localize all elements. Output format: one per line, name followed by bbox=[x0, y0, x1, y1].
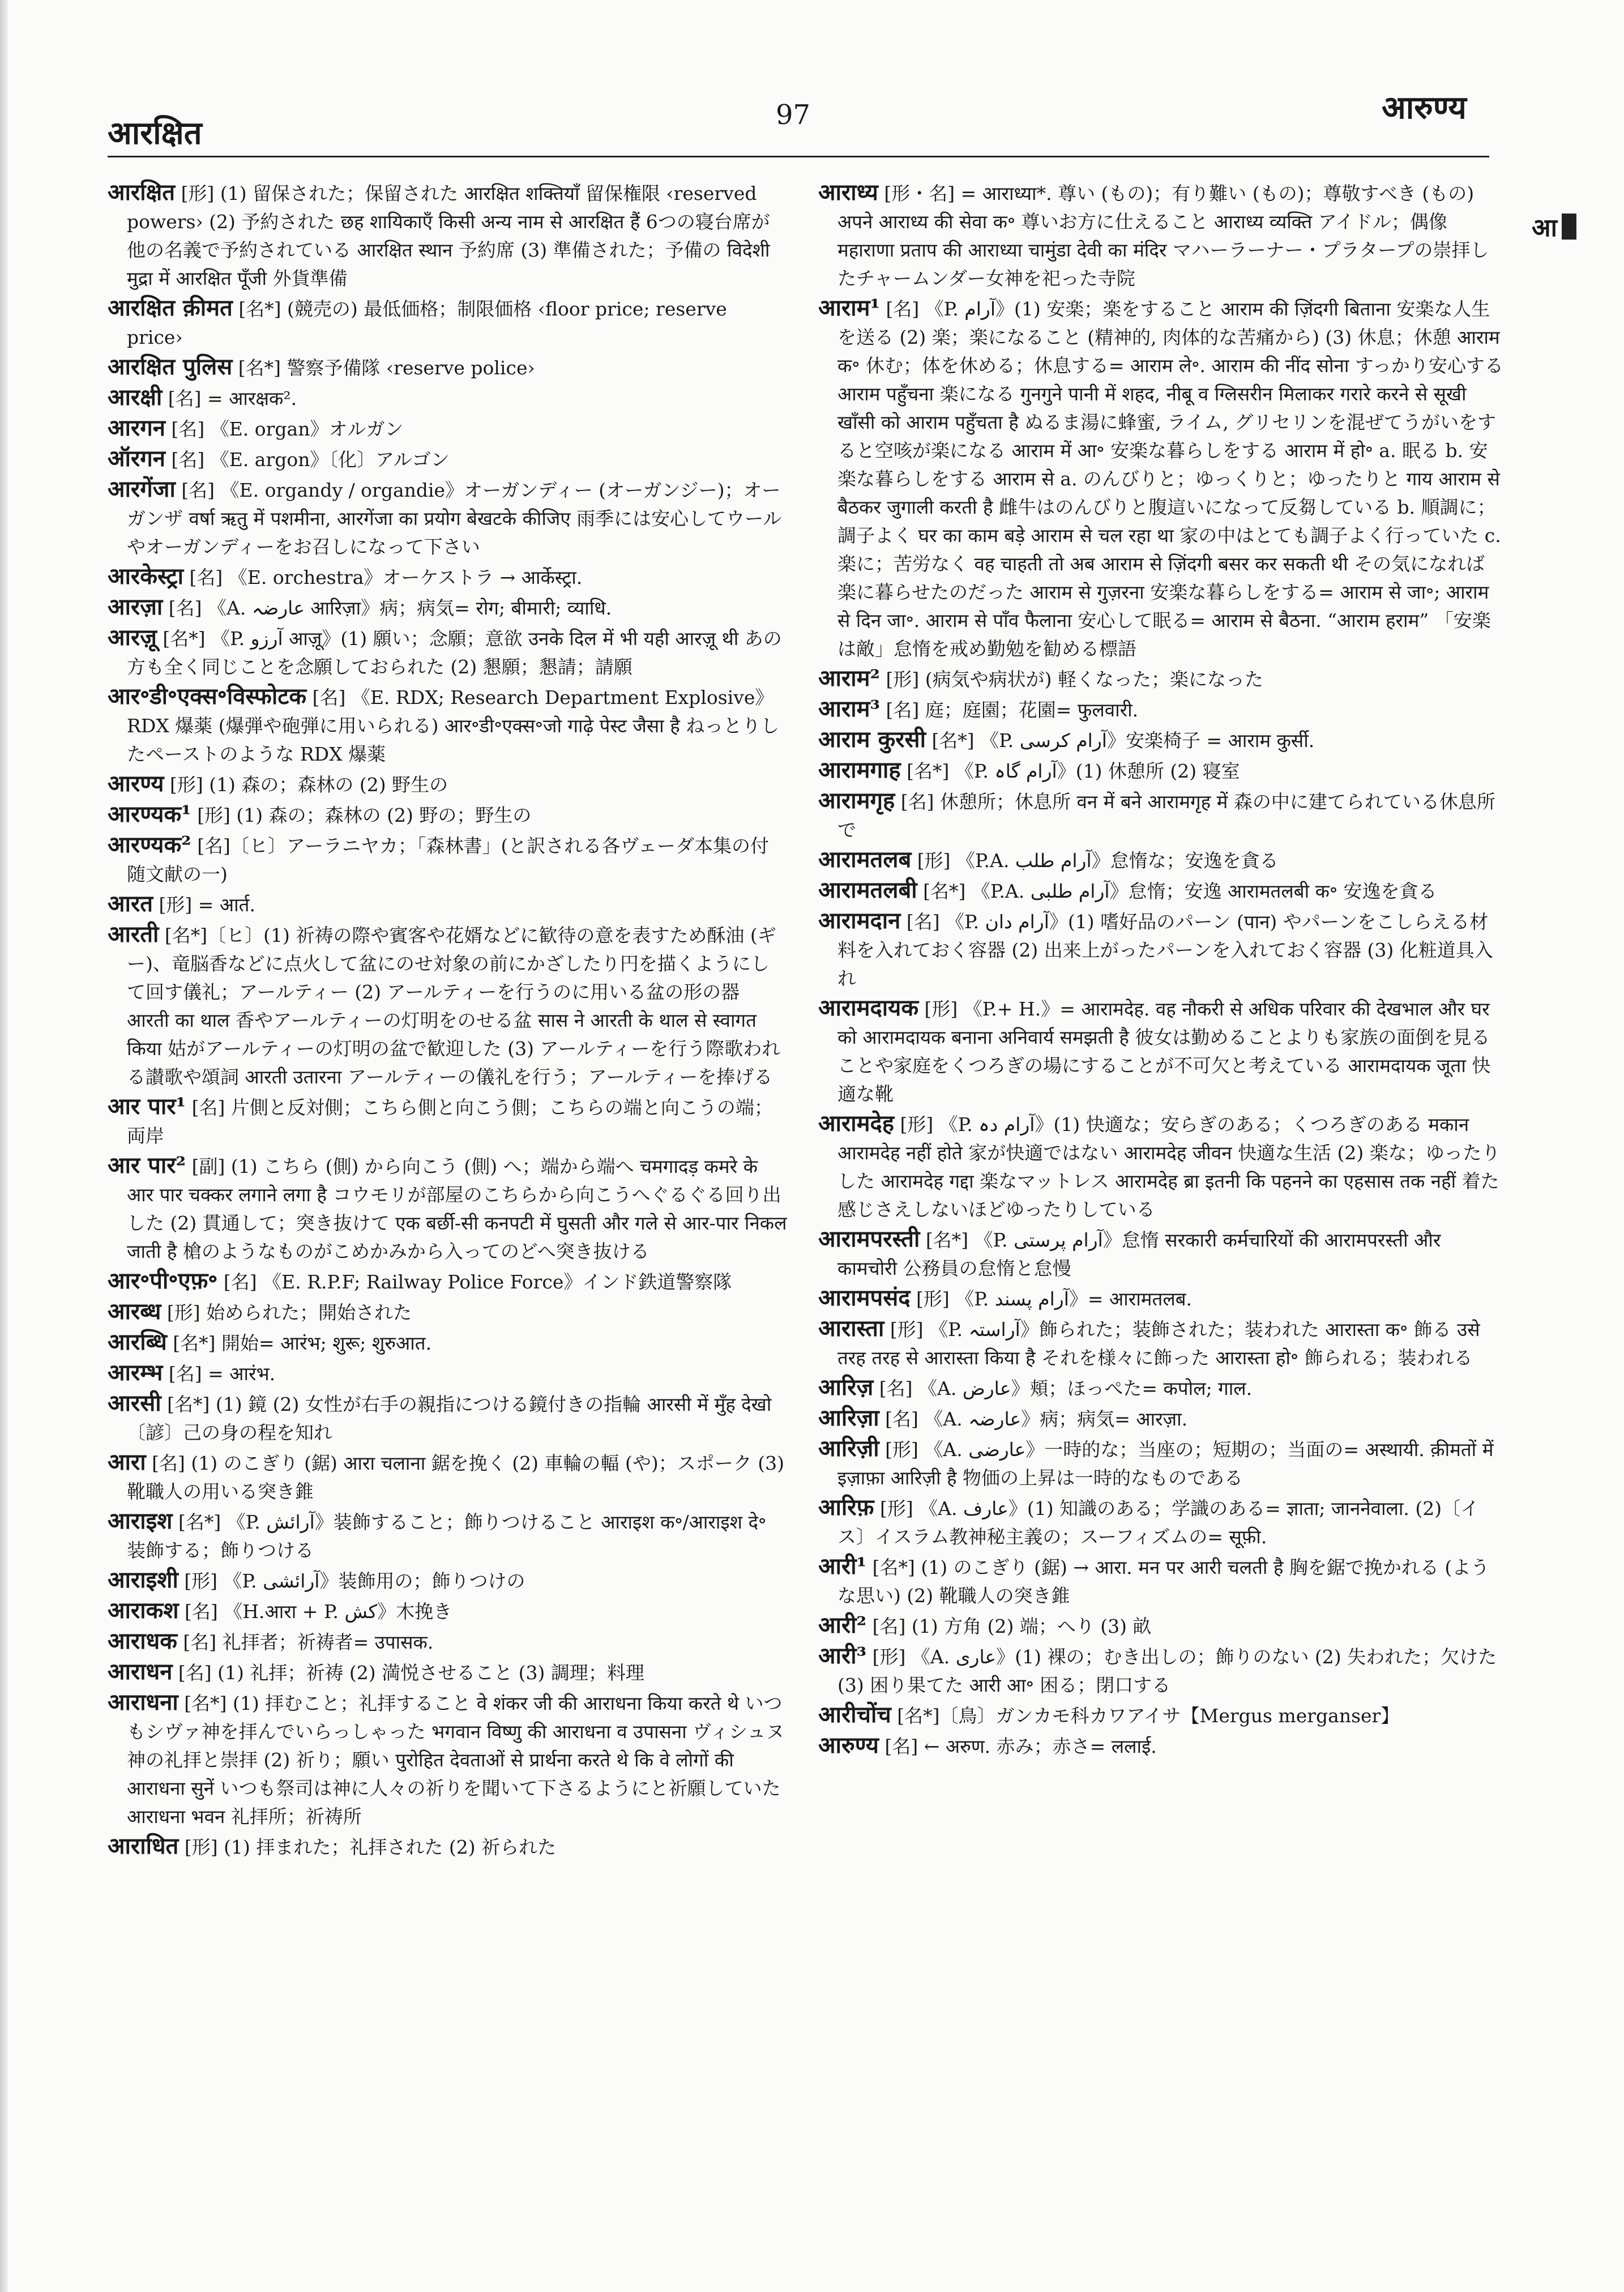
entry-definition: [名*] (1) のこぎり (鋸) → आरा. मन पर आरी चलती है 胸を鋸で挽かれる (ような思い) (2) 靴職人の突き錐 bbox=[837, 1556, 1490, 1607]
entry-headword: आरण्यक¹ bbox=[108, 801, 191, 827]
entry-headword: आरी² bbox=[818, 1612, 867, 1638]
entry-definition: [名*] 開始= आरंभ; शुरू; शुरुआत. bbox=[173, 1332, 432, 1354]
entry-definition: [名] 《P. آرام دان》(1) 嗜好品のパーン (पान) やパーンをこしらえる材料を入れておく容器 (2) 出来上がったパーンを入れておく容器 (3) 化粧道具入れ bbox=[837, 911, 1493, 989]
dictionary-entry bbox=[818, 1435, 1503, 1492]
entry-definition: [名*] (1) 鏡 (2) 女性が右手の親指につける鏡付きの指輪 आरसी में मुँह देखो〔諺〕己の身の程を知れ bbox=[127, 1393, 772, 1444]
entry-headword: आर॰पी॰एफ़॰ bbox=[108, 1267, 218, 1294]
entry-headword: आरास्ता bbox=[818, 1315, 884, 1342]
entry-headword: आर॰डी॰एक्स॰विस्फोटक bbox=[108, 683, 307, 710]
dictionary-entry bbox=[818, 695, 1503, 724]
dictionary-entry bbox=[818, 664, 1503, 694]
entry-headword: आराम² bbox=[818, 665, 881, 692]
entry-definition: [形] 《P.+ H.》= आरामदेह. वह नौकरी से अधिक परिवार की देखभाल और घर को आरामदायक बनाना अनिवार्य समझती है 彼女は勤めることよりも家族の面倒を見ることや家庭をくつろぎの場にすることが不可欠と考えている आरामदायक जूता 快適な靴 bbox=[837, 998, 1491, 1105]
entry-definition: [形・名] = आराध्या*. 尊い (もの)；有り難い (もの)；尊敬すべき (もの) अपने आराध्य की सेवा क॰ 尊いお方に仕えること आराध्य व्यक्ति アイドル；偶像 महाराणा प्रताप की आराध्या चामुंडा देवी का मंदिर マハーラーナー・プラタープの崇拝したチャームンダー女神を祀った寺院 bbox=[837, 182, 1489, 289]
entry-definition: [名*]〔鳥〕ガンカモ科カワアイサ【Mergus merganser】 bbox=[897, 1705, 1400, 1727]
dictionary-entry bbox=[108, 890, 787, 919]
page-number: 97 bbox=[776, 99, 811, 131]
dictionary-entry bbox=[108, 475, 787, 561]
entry-definition: [名*] 《P. آرام پرستی》怠惰 सरकारी कर्मचारियों की आरामपरस्ती और कामचोरी 公務員の怠惰と怠慢 bbox=[837, 1229, 1441, 1279]
entry-headword: आराकश bbox=[108, 1597, 179, 1624]
dictionary-entry bbox=[818, 1225, 1503, 1283]
dictionary-entry bbox=[108, 1297, 787, 1327]
entry-headword: आरक्षित bbox=[108, 179, 176, 206]
entry-headword: आरक्षित क़ीमत bbox=[108, 294, 233, 321]
dictionary-entry bbox=[818, 907, 1503, 993]
dictionary-entry bbox=[108, 1092, 787, 1150]
entry-definition: [名*] (競売の) 最低価格；制限価格 ‹floor price; reserve price› bbox=[127, 298, 727, 348]
entry-definition: [名] (1) 方角 (2) 端；へり (3) 畝 bbox=[872, 1615, 1152, 1637]
dictionary-entry bbox=[818, 1731, 1503, 1761]
dictionary-entry bbox=[108, 562, 787, 592]
entry-definition: [名] = आरंभ. bbox=[168, 1363, 276, 1385]
thumb-index-letter: आ bbox=[1532, 214, 1557, 242]
entry-definition: [名] 《A. عارضہ आरिज़ा》病；病気= रोग; बीमारी; व्याधि. bbox=[168, 597, 612, 619]
thumb-index-tab bbox=[1532, 210, 1576, 244]
dictionary-entry bbox=[818, 1109, 1503, 1224]
entry-definition: [形] 《P. آرام دہ》(1) 快適な；安らぎのある；くつろぎのある मकान आरामदेह नहीं होते 家が快適ではない आरामदेह जीवन 快適な生活 (2) 楽な；ゆったりした आरामदेह गद्दा 楽なマットレス आरामदेह ब्रा इतनी कि पहनने का एहसास तक नहीं 着た感じさえしないほどゆったりしている bbox=[837, 1113, 1501, 1220]
entry-definition: [名] 休憩所；休息所 वन में बने आरामगृह में 森の中に建てられている休息所で bbox=[837, 791, 1495, 841]
dictionary-entry bbox=[108, 1448, 787, 1506]
entry-headword: आरगेंजा bbox=[108, 476, 176, 502]
entry-headword: आरुण्य bbox=[818, 1732, 879, 1759]
entry-headword: आराधन bbox=[108, 1658, 173, 1685]
entry-headword: आरी¹ bbox=[818, 1553, 867, 1580]
entry-definition: [名] (1) 礼拝；祈祷 (2) 満悦させること (3) 調理；料理 bbox=[178, 1662, 644, 1684]
entry-headword: आरब्धि bbox=[108, 1329, 167, 1355]
entry-headword: आरसी bbox=[108, 1390, 161, 1416]
header-rule bbox=[108, 156, 1489, 157]
entry-headword: आराम कुरसी bbox=[818, 726, 926, 753]
entry-headword: आरगन bbox=[108, 415, 165, 441]
right-column bbox=[818, 178, 1503, 2263]
entry-headword: आरामदेह bbox=[818, 1110, 894, 1137]
entry-headword: आरिज़ी bbox=[818, 1435, 879, 1462]
entry-headword: आरा bbox=[108, 1449, 146, 1475]
entry-definition: [形] = आर्त. bbox=[159, 894, 255, 916]
entry-definition: [形] 《P. آراستہ》飾られた；装飾された；装われた आरास्ता क॰ 飾る उसे तरह तरह से आरास्ता किया है それを様々に飾った आरास्ता हो॰ 飾られる；装われる bbox=[837, 1318, 1480, 1369]
entry-headword: आराधक bbox=[108, 1628, 177, 1654]
left-column bbox=[108, 178, 787, 2263]
dictionary-entry bbox=[108, 383, 787, 413]
dictionary-entry bbox=[108, 1566, 787, 1595]
running-head-left: आरक्षित bbox=[108, 114, 202, 152]
entry-definition: [形] 《A. عارف》(1) 知識のある；学識のある= ज्ञाता; जाननेवाला. (2)〔イス〕イスラム教神秘主義の；スーフィズムの= सूफ़ी. bbox=[837, 1497, 1480, 1548]
dictionary-entry bbox=[108, 800, 787, 830]
entry-definition: [名*] 警察予備隊 ‹reserve police› bbox=[238, 357, 535, 379]
entry-headword: आरण्यक² bbox=[108, 831, 191, 858]
entry-definition: [名*] 《P. آرام گاہ》(1) 休憩所 (2) 寝室 bbox=[907, 760, 1240, 782]
dictionary-entry bbox=[818, 1373, 1503, 1403]
entry-headword: आरीचोंच bbox=[818, 1701, 891, 1728]
dictionary-entry bbox=[108, 1658, 787, 1687]
entry-headword: आराध्य bbox=[818, 179, 878, 206]
dictionary-entry bbox=[108, 624, 787, 681]
dictionary-entry bbox=[108, 414, 787, 443]
entry-headword: आरामदान bbox=[818, 907, 901, 934]
thumb-index-marker bbox=[1562, 214, 1576, 240]
entry-definition: [名*] 《P. آرزو आज़ू》(1) 願い；念願；意欲 उनके दिल में भी यही आरज़ू थी あの方も全く同じことを念願しておられた (2) 懇願；懇請；請願 bbox=[127, 628, 782, 678]
entry-headword: आरक्षी bbox=[108, 384, 163, 411]
entry-definition: [名] (1) のこぎり (鋸) आरा चलाना 鋸を挽く (2) 車輪の輻 (や)；スポーク (3) 靴職人の用いる突き錐 bbox=[127, 1452, 784, 1503]
entry-definition: [形] 《P. آرام پسند》= आरामतलब. bbox=[916, 1288, 1193, 1310]
entry-headword: आरती bbox=[108, 921, 159, 947]
scan-edge bbox=[0, 0, 8, 2292]
dictionary-entry bbox=[108, 920, 787, 1091]
dictionary-entry bbox=[818, 1552, 1503, 1610]
entry-headword: आरामतलबी bbox=[818, 877, 917, 903]
entry-headword: आरकेस्ट्रा bbox=[108, 563, 184, 590]
entry-headword: आरामपरस्ती bbox=[818, 1226, 920, 1252]
entry-definition: [名] 《A. عارضہ》病；病気= आरज़ा. bbox=[885, 1408, 1188, 1430]
entry-definition: [名] 《E. organdy / organdie》オーガンディー (オーガンジー)；オーガンザ वर्षा ऋतु में पशमीना, आरगेंजा का प्रयोग बेखटके कीजिए 雨季には安心してウールやオーガンディーをお召しになって下さい bbox=[127, 479, 782, 558]
entry-definition: [形] (1) 森の；森林の (2) 野生の bbox=[169, 774, 448, 796]
entry-headword: आरामगृह bbox=[818, 787, 895, 814]
entry-headword: आराम³ bbox=[818, 695, 881, 722]
entry-definition: [名] = आरक्षक². bbox=[168, 387, 297, 409]
entry-definition: [形] (1) 留保された；保留された आरक्षित शक्तियाँ 留保権限 ‹reserved powers› (2) 予約された छह शायिकाएँ किसी अन्य नाम से आरक्षित हैं 6つの寝台席が他の名義で予約されている आरक्षित स्थान 予約席 (3) 準備された；予備の विदेशी मुद्रा में आरक्षित पूँजी 外貨準備 bbox=[127, 182, 770, 289]
entry-definition: [形] 《P.A. آرام طلب》怠惰な；安逸を貪る bbox=[917, 850, 1279, 872]
dictionary-entry bbox=[108, 1627, 787, 1657]
entry-headword: आराधना bbox=[108, 1689, 178, 1715]
entry-headword: आरक्षित पुलिस bbox=[108, 353, 233, 380]
dictionary-entry bbox=[818, 725, 1503, 755]
entry-headword: आराम¹ bbox=[818, 294, 881, 321]
entry-definition: [名] 《E. organ》オルガン bbox=[171, 418, 404, 440]
entry-definition: [形] 《A. عاری》(1) 裸の；むき出しの；飾りのない (2) 失われた；欠けた (3) 困り果てた आरी आ॰ 困る；閉口する bbox=[837, 1646, 1497, 1696]
dictionary-entry bbox=[818, 994, 1503, 1108]
entry-headword: आरिफ़ bbox=[818, 1494, 874, 1521]
dictionary-entry bbox=[818, 1642, 1503, 1700]
entry-definition: [形] 始められた；開始された bbox=[166, 1301, 412, 1324]
dictionary-entry bbox=[108, 831, 787, 889]
entry-definition: [名]〔ヒ〕アーラニヤカ；「森林書」(と訳される各ヴェーダ本集の付随文献の一) bbox=[127, 835, 770, 885]
dictionary-entry bbox=[108, 770, 787, 799]
entry-definition: [形] (病気や病状が) 軽くなった；楽になった bbox=[886, 668, 1264, 690]
entry-definition: [副] (1) こちら (側) から向こう (側) へ；端から端へ चमगादड़ कमरे के आर पार चक्कर लगाने लगा है コウモリが部屋のこちらから向こうへぐるぐる回り出した (2) 貫通して；突き抜けて एक बर्छी-सी कनपटी में घुसती और गले से आर-पार निकल जाती है 槍のようなものがこめかみから入ってのどへ突き抜ける bbox=[127, 1155, 787, 1262]
dictionary-entry bbox=[818, 1493, 1503, 1551]
entry-definition: [名] 《E. argon》〔化〕アルゴン bbox=[171, 449, 450, 471]
entry-headword: आरज़ा bbox=[108, 594, 163, 620]
entry-headword: आरब्ध bbox=[108, 1298, 161, 1325]
dictionary-entry bbox=[108, 1151, 787, 1266]
running-head-right: आरुण्य bbox=[1382, 89, 1467, 126]
entry-definition: [名] 《E. RDX; Research Department Explosive》RDX 爆薬 (爆弾や砲弾に用いられる) आर॰डी॰एक्स॰जो गाढ़े पेस्ट जैसा है ねっとりしたペーストのような RDX 爆薬 bbox=[127, 686, 780, 765]
dictionary-entry bbox=[108, 593, 787, 622]
dictionary-entry bbox=[108, 353, 787, 382]
entry-headword: आराधित bbox=[108, 1833, 179, 1859]
entry-definition: [形] 《P. آرائشی》装飾用の；飾りつけの bbox=[184, 1570, 525, 1592]
entry-headword: आराइश bbox=[108, 1508, 173, 1534]
dictionary-entry bbox=[108, 294, 787, 352]
entry-headword: आरण्य bbox=[108, 770, 164, 797]
dictionary-entry bbox=[818, 787, 1503, 844]
entry-definition: [名] 《E. orchestra》オーケストラ → आर्केस्ट्रा. bbox=[189, 566, 583, 588]
entry-headword: आर पार¹ bbox=[108, 1093, 186, 1120]
entry-definition: [名] 《E. R.P.F; Railway Police Force》インド鉄道警察隊 bbox=[223, 1271, 732, 1293]
entry-definition: [名*]〔ヒ〕(1) 祈祷の際や賓客や花婿などに歓待の意を表すため酥油 (ギー)、竜脳香などに点火して盆にのせ対象の前にかざしたり円を描くようにして回す儀礼；アールティー (2) アールティーを行うのに用いる盆の形の器 आरती का थाल 香やアールティーの灯明をのせる盆 सास ने आरती के थाल से स्वागत किया 姑がアールティーの灯明の盆で歓迎した (3) アールティーを行う際歌われる讃歌や頌詞 आरती उतारना アールティーの儀礼を行う；アールティーを捧げる bbox=[127, 924, 781, 1088]
dictionary-entry bbox=[818, 1404, 1503, 1433]
entry-headword: ऑरगन bbox=[108, 445, 165, 472]
entry-definition: [形] 《A. عارضی》一時的な；当座の；短期の；当面の= अस्थायी. क़ीमतों में इज़ाफ़ा आरिज़ी है 物価の上昇は一時的なものである bbox=[837, 1439, 1494, 1489]
entry-definition: [名*] 《P.A. آرام طلبی》怠惰；安逸 आरामतलबी क॰ 安逸を貪る bbox=[923, 880, 1437, 902]
dictionary-entry bbox=[818, 1611, 1503, 1641]
entry-headword: आरामतलब bbox=[818, 846, 912, 873]
entry-headword: आरत bbox=[108, 890, 153, 917]
entry-definition: [名] 《A. عارض》頬；ほっぺた= कपोल; गाल. bbox=[879, 1377, 1253, 1399]
entry-definition: [形] (1) 森の；森林の (2) 野の；野生の bbox=[197, 804, 532, 826]
entry-definition: [名] 《P. آرام》(1) 安楽；楽をすること आराम की ज़िंदगी बिताना 安楽な人生を送る (2) 楽；楽になること (精神的, 肉体的な苦痛から) (3) 休息；休憩 आराम क॰ 休む；体を休める；休息する= आराम ले॰. आराम की नींद सोना すっかり安心する आराम पहुँचना 楽になる गुनगुने पानी में शहद, नीबू व ग्लिसरीन मिलाकर गरारे करने से सूखी खाँसी को आराम पहुँचता है ぬるま湯に蜂蜜, ライム, グリセリンを混ぜてうがいをすると空咳が楽になる आराम में आ॰ 安楽な暮らしをする आराम में हो॰ a. 眠る b. 安楽な暮らしをする आराम से a. のんびりと；ゆっくりと；ゆったりと गाय आराम से बैठकर जुगाली करती है 雌牛はのんびりと腹這いになって反芻している b. 順調に；調子よく घर का काम बड़े आराम से चल रहा था 家の中はとても調子よく行っていた c. 楽に；苦労なく वह चाहती तो अब आराम से ज़िंदगी बसर कर सकती थी その気になれば楽に暮らせたのだった आराम से गुज़रना 安楽な暮らしをする= आराम से जा॰; आराम से दिन जा॰. आराम से पाँव फैलाना 安心して眠る= आराम से बैठना. “आराम हराम” 「安楽は敵」怠惰を戒め勤勉を勧める標語 bbox=[837, 298, 1503, 660]
dictionary-entry bbox=[108, 1507, 787, 1565]
dictionary-entry bbox=[108, 682, 787, 769]
entry-definition: [名] 礼拝者；祈祷者= उपासक. bbox=[183, 1631, 434, 1653]
entry-headword: आरिज़ bbox=[818, 1374, 874, 1401]
dictionary-entry bbox=[108, 1267, 787, 1296]
entry-headword: आरम्भ bbox=[108, 1359, 163, 1386]
entry-definition: [名*] (1) 拝むこと；礼拝すること वे शंकर जी की आराधना किया करते थे いつもシヴァ神を拝んでいらっしゃった भगवान विष्णु की आराधना व उपासना ヴィシュヌ神の礼拝と崇拝 (2) 祈り；願い पुरोहित देवताओं से प्रार्थना करते थे कि वे लोगों की आराधना सुनें いつも祭司は神に人々の祈りを聞いて下さるようにと祈願していた आराधना भवन 礼拝所；祈祷所 bbox=[127, 1692, 785, 1828]
dictionary-entry bbox=[108, 1597, 787, 1626]
dictionary-entry bbox=[108, 1688, 787, 1831]
dictionary-entry bbox=[818, 1701, 1503, 1730]
dictionary-entry bbox=[818, 178, 1503, 293]
entry-definition: [名] 《H.आरा + P. کش》木挽き bbox=[185, 1600, 452, 1623]
entry-headword: आर पार² bbox=[108, 1152, 186, 1179]
dictionary-entry bbox=[108, 178, 787, 293]
entry-headword: आरामपसंद bbox=[818, 1284, 911, 1311]
dictionary-entry bbox=[818, 876, 1503, 906]
entry-definition: [名] 庭；庭園；花園= फुलवारी. bbox=[886, 699, 1139, 721]
entry-headword: आरामदायक bbox=[818, 995, 919, 1021]
entry-definition: [名*] 《P. آرائش》装飾すること；飾りつけること आराइश क॰/आराइश दे॰ 装飾する；飾りつける bbox=[127, 1511, 767, 1561]
dictionary-entry bbox=[108, 1389, 787, 1447]
entry-definition: [名] 片側と反対側；こちら側と向こう側；こちらの端と向こうの端；両岸 bbox=[127, 1096, 773, 1147]
dictionary-entry bbox=[818, 756, 1503, 786]
entry-definition: [名] ← अरुण. 赤み；赤さ= ललाई. bbox=[884, 1735, 1157, 1757]
entry-headword: आराइशी bbox=[108, 1567, 178, 1593]
entry-headword: आरी³ bbox=[818, 1642, 867, 1669]
entry-definition: [形] (1) 拝まれた；礼拝された (2) 祈られた bbox=[184, 1836, 557, 1858]
dictionary-entry bbox=[108, 1832, 787, 1862]
dictionary-entry bbox=[108, 1328, 787, 1358]
dictionary-entry bbox=[108, 445, 787, 474]
dictionary-entry bbox=[818, 294, 1503, 663]
dictionary-entry bbox=[818, 1284, 1503, 1313]
entry-headword: आरामगाह bbox=[818, 757, 901, 783]
dictionary-entry bbox=[108, 1359, 787, 1388]
entry-definition: [名*] 《P. آرام کرسی》安楽椅子 = आराम कुर्सी. bbox=[931, 729, 1315, 752]
dictionary-entry bbox=[818, 846, 1503, 875]
entry-headword: आरज़ू bbox=[108, 624, 157, 651]
dictionary-entry bbox=[818, 1314, 1503, 1372]
entry-headword: आरिज़ा bbox=[818, 1405, 879, 1431]
